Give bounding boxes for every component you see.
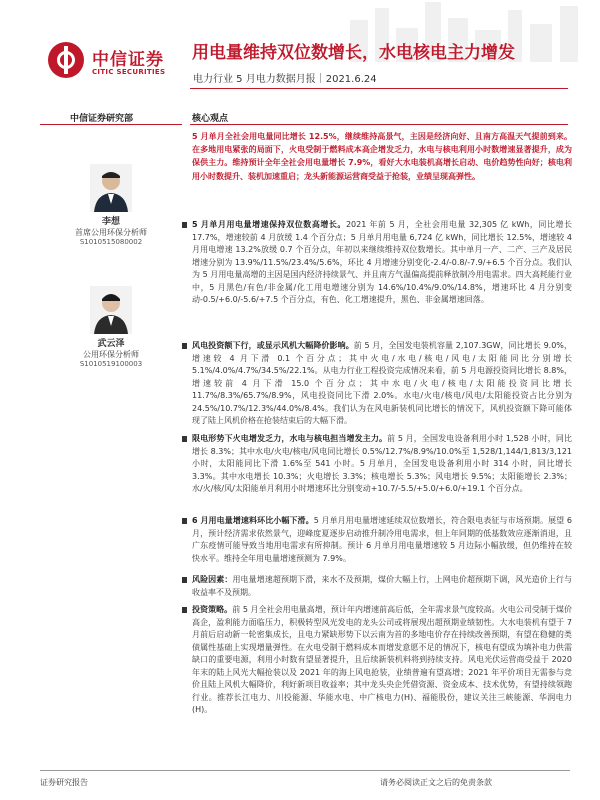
footer-disclaimer: 请务必阅读正文之后的免责条款 (380, 778, 492, 787)
bullet-square-icon (182, 518, 187, 524)
analyst-code: S1010515080002 (79, 238, 143, 246)
bullet-paragraph (192, 604, 572, 717)
analyst-name: 武云泽 (97, 339, 125, 349)
bullet-text: 2021 年前 5 月，全社会用电量 32,305 亿 kWh，同比增长 17.7%，增速较前 4 月放缓 1.4 个百分点；5 月单月用电量 6,724 亿 kWh，同比增长 12.5%，增速较 4 月用电增速 13.2%放缓 0.7 个百分点，年初以来继续维持双位数增长。其中单月一产、二产、三产及居民增速分别为 13.9%/11.5%/23.4%/5.6%，环比 4 月增速分别变化-2.4/-0.8/-7.9/+6.5 个百分点。我们认为 5 月用电量高增的主因是国内经济持续景气、并且南方气温偏高提前释放制冷用电需求。四大高耗能行业中，5 月黑色/有色/非金属/化工用电增速分别为 14.6%/10.4%/9.0%/14.8%，增速环比 4 月分别变动-0.5/+6.0/-5.6/+7.5 个百分点，有色、化工增速提升，黑色、非金属增速回落。 (192, 220, 572, 304)
bullet-square-icon (182, 343, 187, 349)
analyst-role: 首席公用环保分析师 (75, 228, 147, 237)
bullet-text: 前 5 月，全国发电装机容量 2,107.3GW，同比增长 9.0%，增速较 4 月下滑 0.1 个百分点；其中火电/水电/核电/风电/太阳能同比分别增长 5.1%/4.0%/4.7%/34.5%/22.1%。从电力行业工程投资完成情况来看，前 5 月电源投资同比增长 8.8%，增速较前 4 月下滑 15.0 个百分点；其中水电/火电/核电/太阳能投资同比增长 11.7%/8.3%/65.7%/8.9%，风电投资同比下滑 2.0%。水电/火电/核电/风电/太阳能投资占比分别为 24.5%/10.7%/12.3%/44.0%/8.4%。我们认为在风电新装机同比增长的情况下，风机投资额下降可能体现了陆上风机价格在抢装结束后的大幅下滑。 (192, 341, 572, 425)
bullet-square-icon (182, 436, 187, 442)
bullet-text: 前 5 月，全国发电设备利用小时 1,528 小时，同比增长 8.3%；其中水电/火电/核电/风电同比增长 0.5%/12.7%/8.9%/10.0%至 1,528/1,144/1,813/3,121 小时，太阳能同比下滑 1.6%至 541 小时。5 月单月，全国发电设备利用小时 314 小时，同比增长 3.3%。其中水电增长 10.3%；火电增长 3.3%；核电增长 5.3%；风电增长 9.5%；太阳能增长 2.3%；水/火/核/风/太阳能单月利用小时增速环比分别变动+10.7/-5.5/+5.0/+6.0/+19.1 个百分点。 (192, 434, 572, 493)
footer-divider (40, 770, 570, 771)
bullet-text: 前 5 月全社会用电量高增，预计年内增速前高后低，全年需求景气度较高。火电公司受制于煤价高企，盈利能力面临压力，积极转型风光发电的龙头公司或将展现出超预期业绩韧性。大水电装机有望于 7 月前后启动新一轮密集成长，且电力紧缺形势下以云南为首的多地电价存在持续改善预期，有望在稳健的类债属性基础上实现增量弹性。在火电受制于燃料成本而增发意愿不足的情况下，核电有望成为填补电力供需缺口的重要电源，利用小时数有望显著提升，且后续新装机料将到持续支持。风电光伏运营商受益于 2020 年末的陆上风光大幅抢装以及 2021 年的海上风电抢装，业绩普遍有望高增；2021 年平价项目无需参与竞价且陆上风机大幅降价，利好新项目收益率；其中龙头央企凭借资源、资金成本、技术优势，有望持续领跑行业。推荐长江电力、川投能源、华能水电、中广核电力(H)、福能股份，建议关注三峡能源、华润电力(H)。 (192, 605, 573, 714)
bullet-paragraph (192, 340, 572, 428)
header-divider (190, 88, 568, 89)
bullet-square-icon (182, 577, 187, 583)
report-subtitle: 电力行业 5 月电力数据月报｜2021.6.24 (193, 74, 377, 85)
bullet-paragraph (192, 574, 572, 599)
bullet-square-icon (182, 222, 187, 228)
analyst-name: 李想 (101, 217, 120, 227)
bullet-paragraph (192, 433, 572, 496)
footer-left-text: 证券研究报告 (40, 778, 88, 787)
bullet-lead: 6 月用电量增速料环比小幅下滑。 (192, 516, 314, 525)
bullet-square-icon (182, 607, 187, 613)
main-divider (190, 124, 568, 125)
brand-name-cn: 中信证券 (92, 50, 164, 70)
sidebar-divider (40, 124, 182, 125)
brand-name-en: CITIC SECURITIES (92, 68, 166, 76)
avatar (90, 286, 132, 334)
bullet-lead: 限电形势下火电增发乏力，水电与核电担当增发主力。 (192, 434, 388, 443)
avatar (90, 164, 132, 212)
main-heading: 核心观点 (192, 114, 229, 124)
sidebar-heading: 中信证券研究部 (70, 114, 134, 124)
report-title: 用电量维持双位数增长，水电核电主力增发 (192, 43, 515, 63)
analyst-code: S1010519100003 (79, 360, 143, 368)
bullet-text: 5 月单月用电量增速延续双位数增长，符合限电表征与市场预期。展望 6 月，预计经济需求依然景气，迎峰度夏逐步启动推升制冷用电需求，但上年同期的低基数效应逐渐消退，且广东疫情可能导致当地用电需求有所抑制。预计 6 月单月用电量增速较 5 月边际小幅放缓，但仍维持在较快水平。维持全年用电量增速预测为 7.9%。 (192, 516, 572, 563)
core-summary: 5 月单月全社会用电量同比增长 12.5%，继续维持高景气，主因是经济向好、且南方高温天气提前到来。在多地用电紧张的局面下，火电受制于燃料成本高企增发乏力，水电与核电利用小时数增速显著提升，成为保供主力。维持预计全年全社会用电量增长 7.9%，看好大水电装机高增长启动、电价趋势性向好；核电利用小时数提升、装机加速重启；龙头新能源运营商受益于抢装，业绩呈现高弹性。 (192, 132, 572, 181)
bullet-paragraph (192, 219, 572, 307)
bullet-lead: 风险因素： (192, 575, 233, 584)
bullet-lead: 5 月单月用电量增速保持双位数高增长。 (192, 220, 346, 229)
bullet-lead: 风电投资额下行，或显示风机大幅降价影响。 (192, 341, 354, 350)
bullet-text: 用电量增速超预期下滑，来水不及预期，煤价大幅上行，上网电价超预期下调，风光造价上行与收益率不及预期。 (192, 575, 572, 597)
citic-logo-icon (48, 42, 84, 78)
analyst-card (40, 164, 182, 246)
analyst-role: 公用环保分析师 (83, 350, 139, 359)
bullet-paragraph (192, 515, 572, 565)
analyst-card (40, 286, 182, 368)
bullet-lead: 投资策略。 (192, 605, 233, 614)
